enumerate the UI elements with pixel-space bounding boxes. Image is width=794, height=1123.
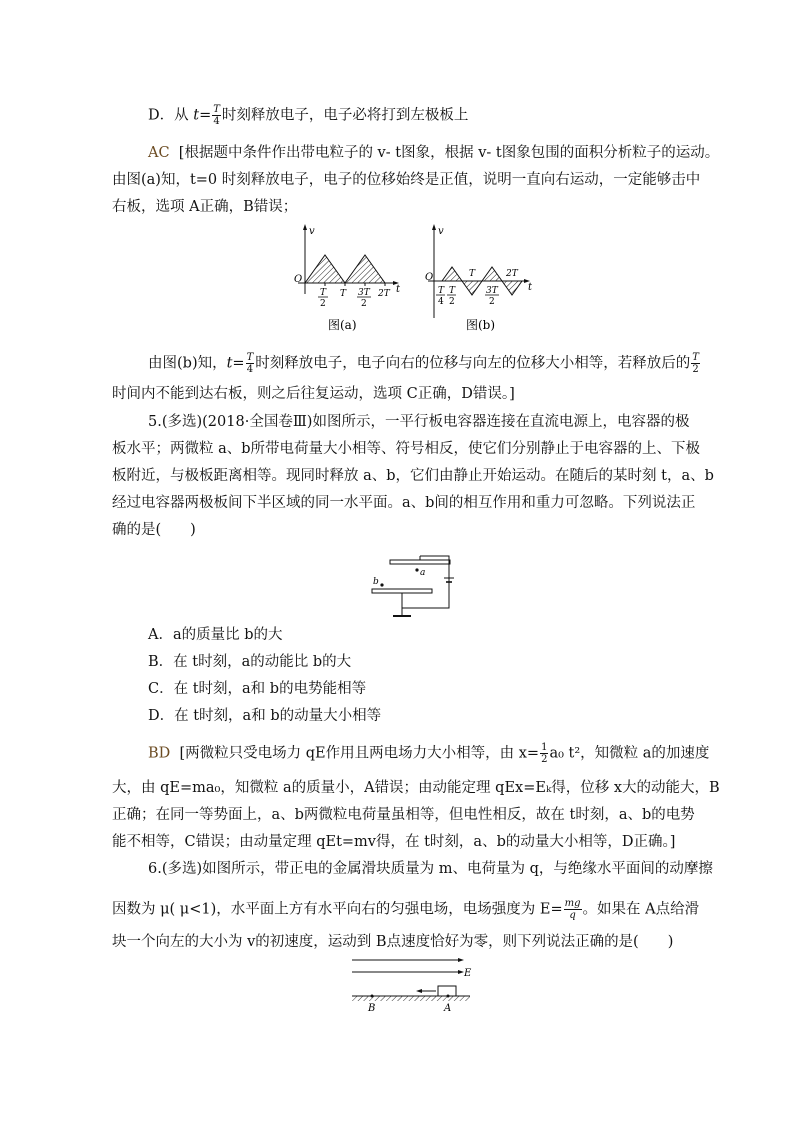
tick-t: T (469, 269, 476, 279)
particle-b (380, 583, 383, 586)
fraction-denominator: 4 (213, 116, 220, 127)
q4-explanation-line1 (148, 143, 719, 163)
tick-2t: 2T (378, 289, 390, 299)
q5-explanation-line1 (148, 742, 709, 765)
fraction-numerator: T (213, 104, 220, 115)
tick-3t-half-num: 3T (358, 288, 370, 298)
upper-plate (390, 560, 450, 564)
q4-option-d (148, 104, 468, 127)
origin-label: O (294, 274, 303, 285)
stem-text: 因数为 μ( μ<1)，水平面上方有水平向右的匀强电场，电场强度为 E= (112, 901, 563, 918)
explanation-text: 时刻释放电子，电子向右的位移与向左的位移大小相等，若释放后的 (255, 355, 691, 372)
figure-a-caption: 图(a) (328, 318, 357, 332)
q5-option-c: C．在 t时刻，a和 b的电势能相等 (148, 681, 367, 697)
sliding-block-diagram (346, 956, 480, 1014)
metal-slider-block (438, 986, 456, 996)
fraction-denominator: q (569, 910, 576, 921)
q5-stem-line1: 5.(多选)(2018·全国卷Ⅲ)如图所示，一平行板电容器连接在直流电源上，电容器的极 (148, 414, 690, 430)
option-d-text: 时刻释放电子，电子必将打到左极板上 (221, 107, 469, 124)
velocity-time-graph-a (288, 222, 408, 334)
answer-label: BD (148, 745, 171, 762)
q5-option-b: B．在 t时刻，a的动能比 b的大 (148, 654, 352, 670)
stem-text-cont: 。如果在 A点给滑 (582, 901, 700, 918)
option-d-prefix: D．从 (148, 107, 194, 124)
fraction-one-half (540, 742, 548, 765)
triangle-1 (305, 255, 345, 283)
ground-hatch (352, 996, 470, 1001)
tick-3t-half-num: 3T (486, 286, 498, 296)
fraction-denominator: 2 (541, 754, 548, 765)
capacitor-diagram (360, 548, 466, 624)
t-label: t (528, 282, 533, 293)
velocity-time-graph-b (424, 222, 544, 334)
fraction-t-over-2 (691, 352, 700, 375)
q6-stem-line1: 6.(多选)如图所示，带正电的金属滑块质量为 m、电荷量为 q，与绝缘水平面间的动摩擦 (148, 861, 713, 877)
label-b: b (373, 577, 379, 587)
fraction-numerator: 1 (541, 742, 548, 753)
label-a: A (444, 1003, 452, 1014)
explanation-text-cont: a₀ t²，知微粒 a的加速度 (549, 745, 710, 762)
tick-3t-half-den: 2 (361, 299, 367, 309)
tick-t-half-num: T (449, 286, 456, 296)
tick-t-half-num: T (320, 288, 327, 298)
q4-explanation-line2: 由图(a)知，t=0 时刻释放电子，电子的位移始终是正值，说明一直向右运动，一定能够击中 (112, 172, 701, 188)
point-b (371, 995, 374, 998)
particle-a (415, 568, 418, 571)
q5-explanation-line3: 正确；在同一等势面上，a、b两微粒电荷量虽相等，但电性相反，故在 t时刻，a、b的电势 (112, 807, 695, 823)
label-e: E (464, 968, 472, 979)
v-label: v (438, 226, 444, 237)
q5-option-d: D．在 t时刻，a和 b的动量大小相等 (148, 708, 382, 724)
triangle-down-2 (502, 281, 522, 295)
tick-t-quarter-den: 4 (438, 297, 444, 307)
q4-explanation-line4 (148, 352, 701, 375)
q5-explanation-line2: 大，由 qE=ma₀，知微粒 a的质量小，A错误；由动能定理 qEx=Eₖ得，位移 x大的动能大，B (112, 780, 720, 796)
triangle-2 (345, 255, 385, 283)
fraction-numerator: mg (564, 898, 581, 909)
q4-explanation-line5: 时间内不能到达右板，则之后往复运动，选项 C正确，D错误。] (112, 386, 515, 402)
tick-t: T (340, 289, 347, 299)
fraction-numerator: T (246, 352, 254, 363)
q5-stem-line4: 经过电容器两极板间下半区域的同一水平面。a、b间的相互作用和重力可忽略。下列说法正 (112, 495, 696, 511)
figure-b-caption: 图(b) (466, 318, 496, 332)
fraction-numerator: T (692, 352, 699, 363)
fraction-t-over-4 (246, 352, 255, 375)
triangle-up-2 (482, 267, 502, 281)
fraction-denominator: 2 (692, 364, 699, 375)
q4-explanation-line3: 右板，选项 A正确，B错误； (112, 199, 298, 215)
q5-stem-line5: 确的是( ) (112, 522, 196, 538)
q5-explanation-line4: 能不相等，C错误；由动量定理 qEt=mv得，在 t时刻，a、b的动量大小相等，D正确。] (112, 834, 676, 850)
tick-3t-half-den: 2 (489, 297, 495, 307)
label-b: B (368, 1003, 376, 1014)
t-equals: t= (226, 355, 245, 372)
origin-label: O (425, 272, 434, 283)
label-a: a (420, 568, 426, 578)
fraction-denominator: 4 (246, 364, 254, 375)
q6-stem-line2 (112, 898, 699, 921)
explanation-text: [根据题中条件作出带电粒子的 v- t图象，根据 v- t图象包围的面积分析粒子的运动。 (178, 145, 720, 161)
q5-option-a: A．a的质量比 b的大 (148, 627, 283, 643)
lower-plate (372, 589, 432, 593)
q5-stem-line3: 板附近，与极板距离相等。现同时释放 a、b，它们由静止开始运动。在随后的某时刻 t，a、b (112, 468, 714, 484)
explanation-prefix: 由图(b)知， (148, 355, 227, 372)
triangle-down-1 (462, 281, 482, 295)
tick-2t: 2T (506, 269, 518, 279)
fraction-t-over-4 (212, 104, 221, 127)
t-label: t (396, 284, 401, 295)
v-label: v (309, 226, 315, 237)
triangle-up-1 (442, 267, 462, 281)
answer-label: AC (148, 145, 170, 161)
tick-t-half-den: 2 (449, 297, 455, 307)
explanation-text: [两微粒只受电场力 qE作用且两电场力大小相等，由 x= (179, 745, 540, 762)
q5-stem-line2: 板水平；两微粒 a、b所带电荷量大小相等、符号相反，使它们分别静止于电容器的上、下极 (112, 441, 701, 457)
q6-stem-line3: 块一个向左的大小为 v的初速度，运动到 B点速度恰好为零，则下列说法正确的是( ) (112, 934, 674, 950)
tick-t-half-den: 2 (320, 299, 326, 309)
tick-t-quarter-num: T (438, 286, 445, 296)
t-equals: t= (193, 107, 212, 124)
point-a (447, 995, 450, 998)
fraction-mg-over-q (564, 898, 582, 921)
